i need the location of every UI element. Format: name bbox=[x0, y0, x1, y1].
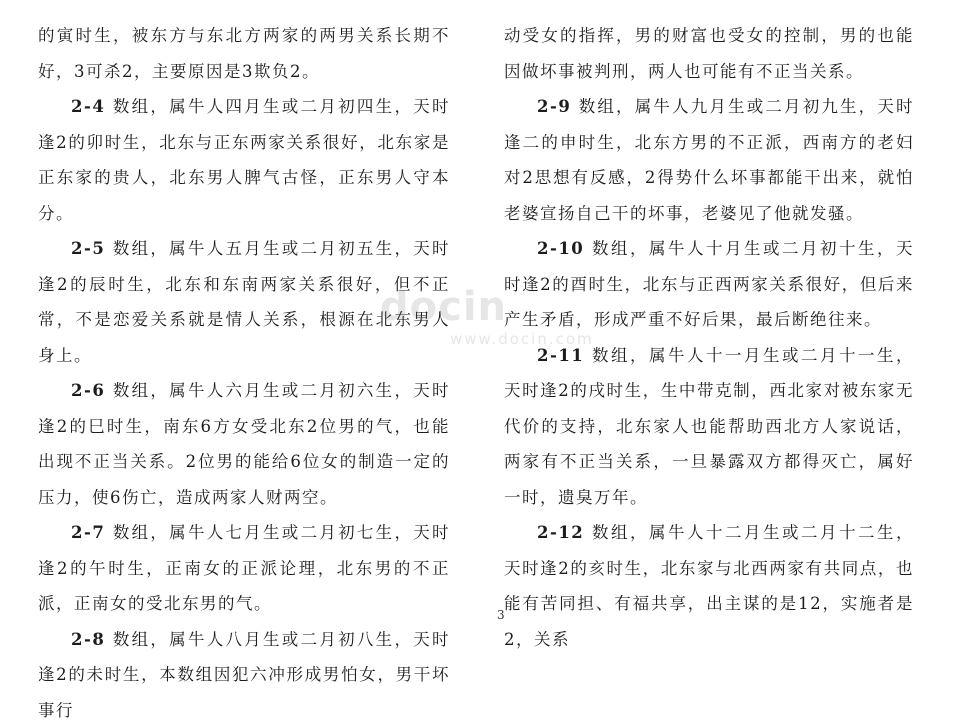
paragraph: 2-5 数组，属牛人五月生或二月初五生，天时逢2的辰时生，北东和东南两家关系很好，但不正常，不是恋爱关系就是情人关系，根源在北东男人身上。 bbox=[38, 231, 450, 373]
paragraph-lead: 2-10 bbox=[537, 239, 584, 258]
paragraph-lead: 2-4 bbox=[71, 97, 105, 116]
paragraph: 2-4 数组，属牛人四月生或二月初四生，天时逢2的卯时生，北东与正东两家关系很好，北东家是正东家的贵人，北东男人脾气古怪，正东男人守本分。 bbox=[38, 89, 450, 231]
paragraph: 2-11 数组，属牛人十一月生或二月十一生，天时逢2的戌时生，生中带克制，西北家对被东家无代价的支持，北东家人也能帮助西北方人家说话，两家有不正当关系，一旦暴露双方都得灭亡，属好一时，遗臭万年。 bbox=[504, 338, 914, 516]
watermark-logo-text: docin bbox=[380, 284, 507, 330]
paragraph: 2-9 数组，属牛人九月生或二月初九生，天时逢二的申时生，北东方男的不正派，西南方的老妇对2思想有反感，2得势什么坏事都能干出来，就怕老婆宣扬自己干的坏事，老婆见了他就发骚。 bbox=[504, 89, 914, 231]
paragraph-lead: 2-8 bbox=[71, 630, 105, 649]
paragraph: 动受女的指挥，男的财富也受女的控制，男的也能因做坏事被判刑，两人也可能有不正当关系。 bbox=[504, 18, 914, 89]
paragraph: 2-8 数组，属牛人八月生或二月初八生，天时逢2的未时生，本数组因犯六冲形成男怕女，男干坏事行 bbox=[38, 622, 450, 728]
paragraph-lead: 2-12 bbox=[537, 523, 584, 542]
paragraph-lead: 2-7 bbox=[71, 523, 105, 542]
paragraph-lead: 2-9 bbox=[537, 97, 571, 116]
paragraph: 2-6 数组，属牛人六月生或二月初六生，天时逢2的巳时生，南东6方女受北东2位男的气，也能出现不正当关系。2位男的能给6位女的制造一定的压力，使6伤亡，造成两家人财两空。 bbox=[38, 373, 450, 515]
paragraph: 2-12 数组，属牛人十二月生或二月十二生，天时逢2的亥时生，北东家与北西两家有共同点，也能有苦同担、有福共享，出主谋的是12，实施者是2，关系 bbox=[504, 515, 914, 657]
paragraph: 2-10 数组，属牛人十月生或二月初十生，天时逢2的酉时生，北东与正西两家关系很好，但后来产生矛盾，形成严重不好后果，最后断绝往来。 bbox=[504, 231, 914, 338]
paragraph-lead: 2-5 bbox=[71, 239, 105, 258]
watermark-url: www.docin.com bbox=[450, 330, 594, 348]
paragraph-lead: 2-6 bbox=[71, 381, 105, 400]
paragraph: 2-7 数组，属牛人七月生或二月初七生，天时逢2的午时生，正南女的正派论理，北东男的不正派，正南女的受北东男的气。 bbox=[38, 515, 450, 622]
right-text-column bbox=[504, 18, 914, 657]
page-number: 3 bbox=[497, 608, 505, 622]
left-text-column bbox=[38, 18, 450, 728]
paragraph: 的寅时生，被东方与东北方两家的两男关系长期不好，3可杀2，主要原因是3欺负2。 bbox=[38, 18, 450, 89]
paragraph-lead: 2-11 bbox=[537, 346, 584, 365]
